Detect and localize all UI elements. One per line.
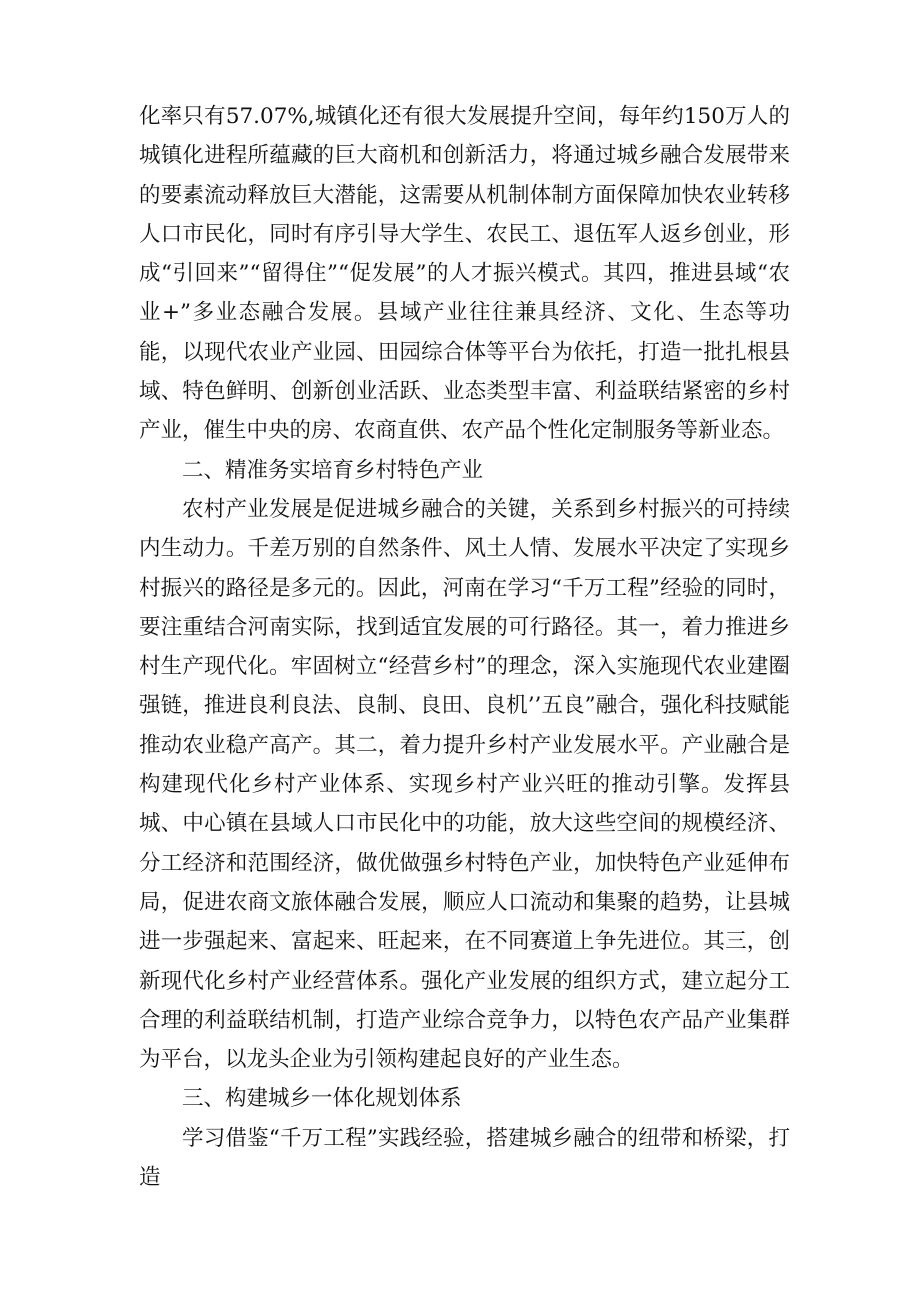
section-heading-3: 三、构建城乡一体化规划体系 xyxy=(182,1086,462,1112)
paragraph-continuation: 化率只有57.07%,城镇化还有很大发展提升空间，每年约150万人的城镇化进程所蕴藏的巨大商机和创新活力，将通过城乡融合发展带来的要素流动释放巨大潜能，这需要从机制体制方面保障加快农业转移人口市民化，同时有序引导大学生、农民工、退伍军人返乡创业，形成“引回来”“留得住”“促发展”的人才振兴模式。其四，推进县域“农业+”多业态融合发展。县域产业往往兼具经济、文化、生态等功能，以现代农业产业园、田园综合体等平台为依托，打造一批扎根县域、特色鲜明、创新创业活跃、业态类型丰富、利益联结紧密的乡村产业，催生中央的房、农商直供、农产品个性化定制服务等新业态。 xyxy=(139,104,790,444)
section-heading-2: 二、精准务实培育乡村特色产业 xyxy=(182,457,484,483)
document-page xyxy=(139,97,790,1197)
paragraph-rural-industry: 农村产业发展是促进城乡融合的关键，关系到乡村振兴的可持续内生动力。千差万别的自然条件、风土人情、发展水平决定了实现乡村振兴的路径是多元的。因此，河南在学习“千万工程”经验的同时，要注重结合河南实际，找到适宜发展的可行路径。其一，着力推进乡村生产现代化。牢固树立“经营乡村”的理念，深入实施现代农业建圈强链，推进良利良法、良制、良田、良机’’五良”融合，强化科技赋能推动农业稳产高产。其二，着力提升乡村产业发展水平。产业融合是构建现代化乡村产业体系、实现乡村产业兴旺的推动引擎。发挥县城、中心镇在县域人口市民化中的功能，放大这些空间的规模经济、分工经济和范围经济，做优做强乡村特色产业，加快特色产业延伸布局，促进农商文旅体融合发展，顺应人口流动和集聚的趋势，让县城进一步强起来、富起来、旺起来，在不同赛道上争先进位。其三，创新现代化乡村产业经营体系。强化产业发展的组织方式，建立起分工合理的利益联结机制，打造产业综合竞争力，以特色农产品产业集群为平台，以龙头企业为引领构建起良好的产业生态。 xyxy=(139,496,790,1073)
paragraph-planning: 学习借鉴“千万工程”实践经验，搭建城乡融合的纽带和桥梁，打造 xyxy=(139,1125,790,1191)
